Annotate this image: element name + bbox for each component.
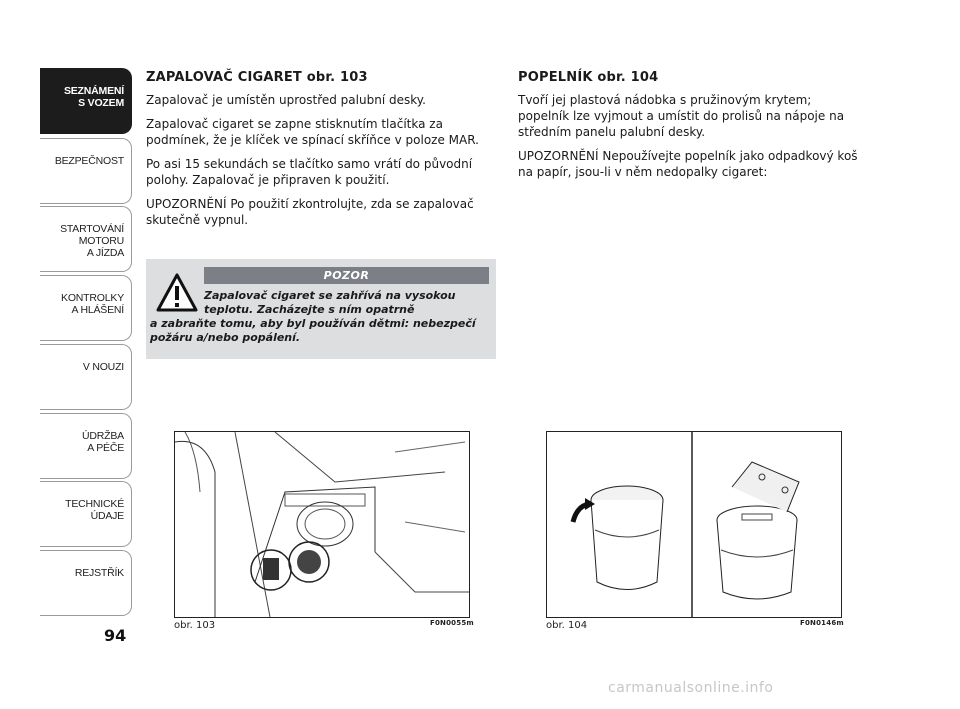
figure-103-caption: obr. 103 — [174, 620, 216, 631]
figure-103-code: F0N0055m — [430, 619, 474, 627]
paragraph: Zapalovač cigaret se zapne stisknutím tlačítka za podmínek, že je klíček ve spínací skříňce v poloze MAR. — [146, 117, 479, 147]
warning-header: POZOR — [204, 267, 489, 284]
paragraph: Zapalovač je umístěn uprostřed palubní desky. — [146, 93, 426, 107]
tab-startovani-motoru[interactable]: STARTOVÁNÍ MOTORU A JÍZDA — [40, 206, 132, 272]
figure-104-image — [546, 431, 842, 618]
paragraph: Po asi 15 sekundách se tlačítko samo vrátí do původní polohy. Zapalovač je připraven k použití. — [146, 157, 473, 187]
warning-text: Zapalovač cigaret se zahřívá na vysokou teplotu. Zacházejte s ním opatrně — [204, 289, 456, 316]
figure-104-code: F0N0146m — [800, 619, 844, 627]
section-title-ashtray: POPELNÍK obr. 104 — [518, 70, 659, 85]
section-title-cigarette-lighter: ZAPALOVAČ CIGARET obr. 103 — [146, 70, 368, 85]
figure-103-image — [174, 431, 470, 618]
tab-bezpecnost[interactable]: BEZPEČNOST — [40, 138, 132, 204]
paragraph: Tvoří jej plastová nádobka s pružinovým krytem; popelník lze vyjmout a umístit do prolisů na nápoje na středním panelu palubní desky. — [518, 93, 845, 139]
warning-box — [146, 259, 496, 359]
tab-udrzba[interactable]: ÚDRŽBA A PÉČE — [40, 413, 132, 479]
warning-triangle-icon — [156, 273, 198, 313]
tab-kontrolky[interactable]: KONTROLKY A HLÁŠENÍ — [40, 275, 132, 341]
ashtray-illustration — [547, 432, 841, 617]
tab-rejstrik[interactable]: REJSTŘÍK — [40, 550, 132, 616]
tab-v-nouzi[interactable]: V NOUZI — [40, 344, 132, 410]
right-column — [518, 70, 863, 188]
watermark: carmanualsonline.info — [608, 680, 774, 696]
left-column — [146, 70, 496, 236]
tab-seznameni-s-vozem[interactable]: SEZNÁMENÍ S VOZEM — [40, 68, 132, 134]
warning-text-continued: a zabraňte tomu, aby byl používán dětmi: nebezpečí požáru a/nebo popálení. — [150, 317, 476, 344]
paragraph: UPOZORNĚNÍ Nepoužívejte popelník jako odpadkový koš na papír, jsou-li v něm nedopalky cigaret: — [518, 149, 858, 179]
page-number: 94 — [104, 626, 127, 645]
paragraph: UPOZORNĚNÍ Po použití zkontrolujte, zda se zapalovač skutečně vypnul. — [146, 197, 474, 227]
figure-104-caption: obr. 104 — [546, 620, 588, 631]
cigarette-lighter-illustration — [175, 432, 469, 617]
tab-technicke-udaje[interactable]: TECHNICKÉ ÚDAJE — [40, 481, 132, 547]
